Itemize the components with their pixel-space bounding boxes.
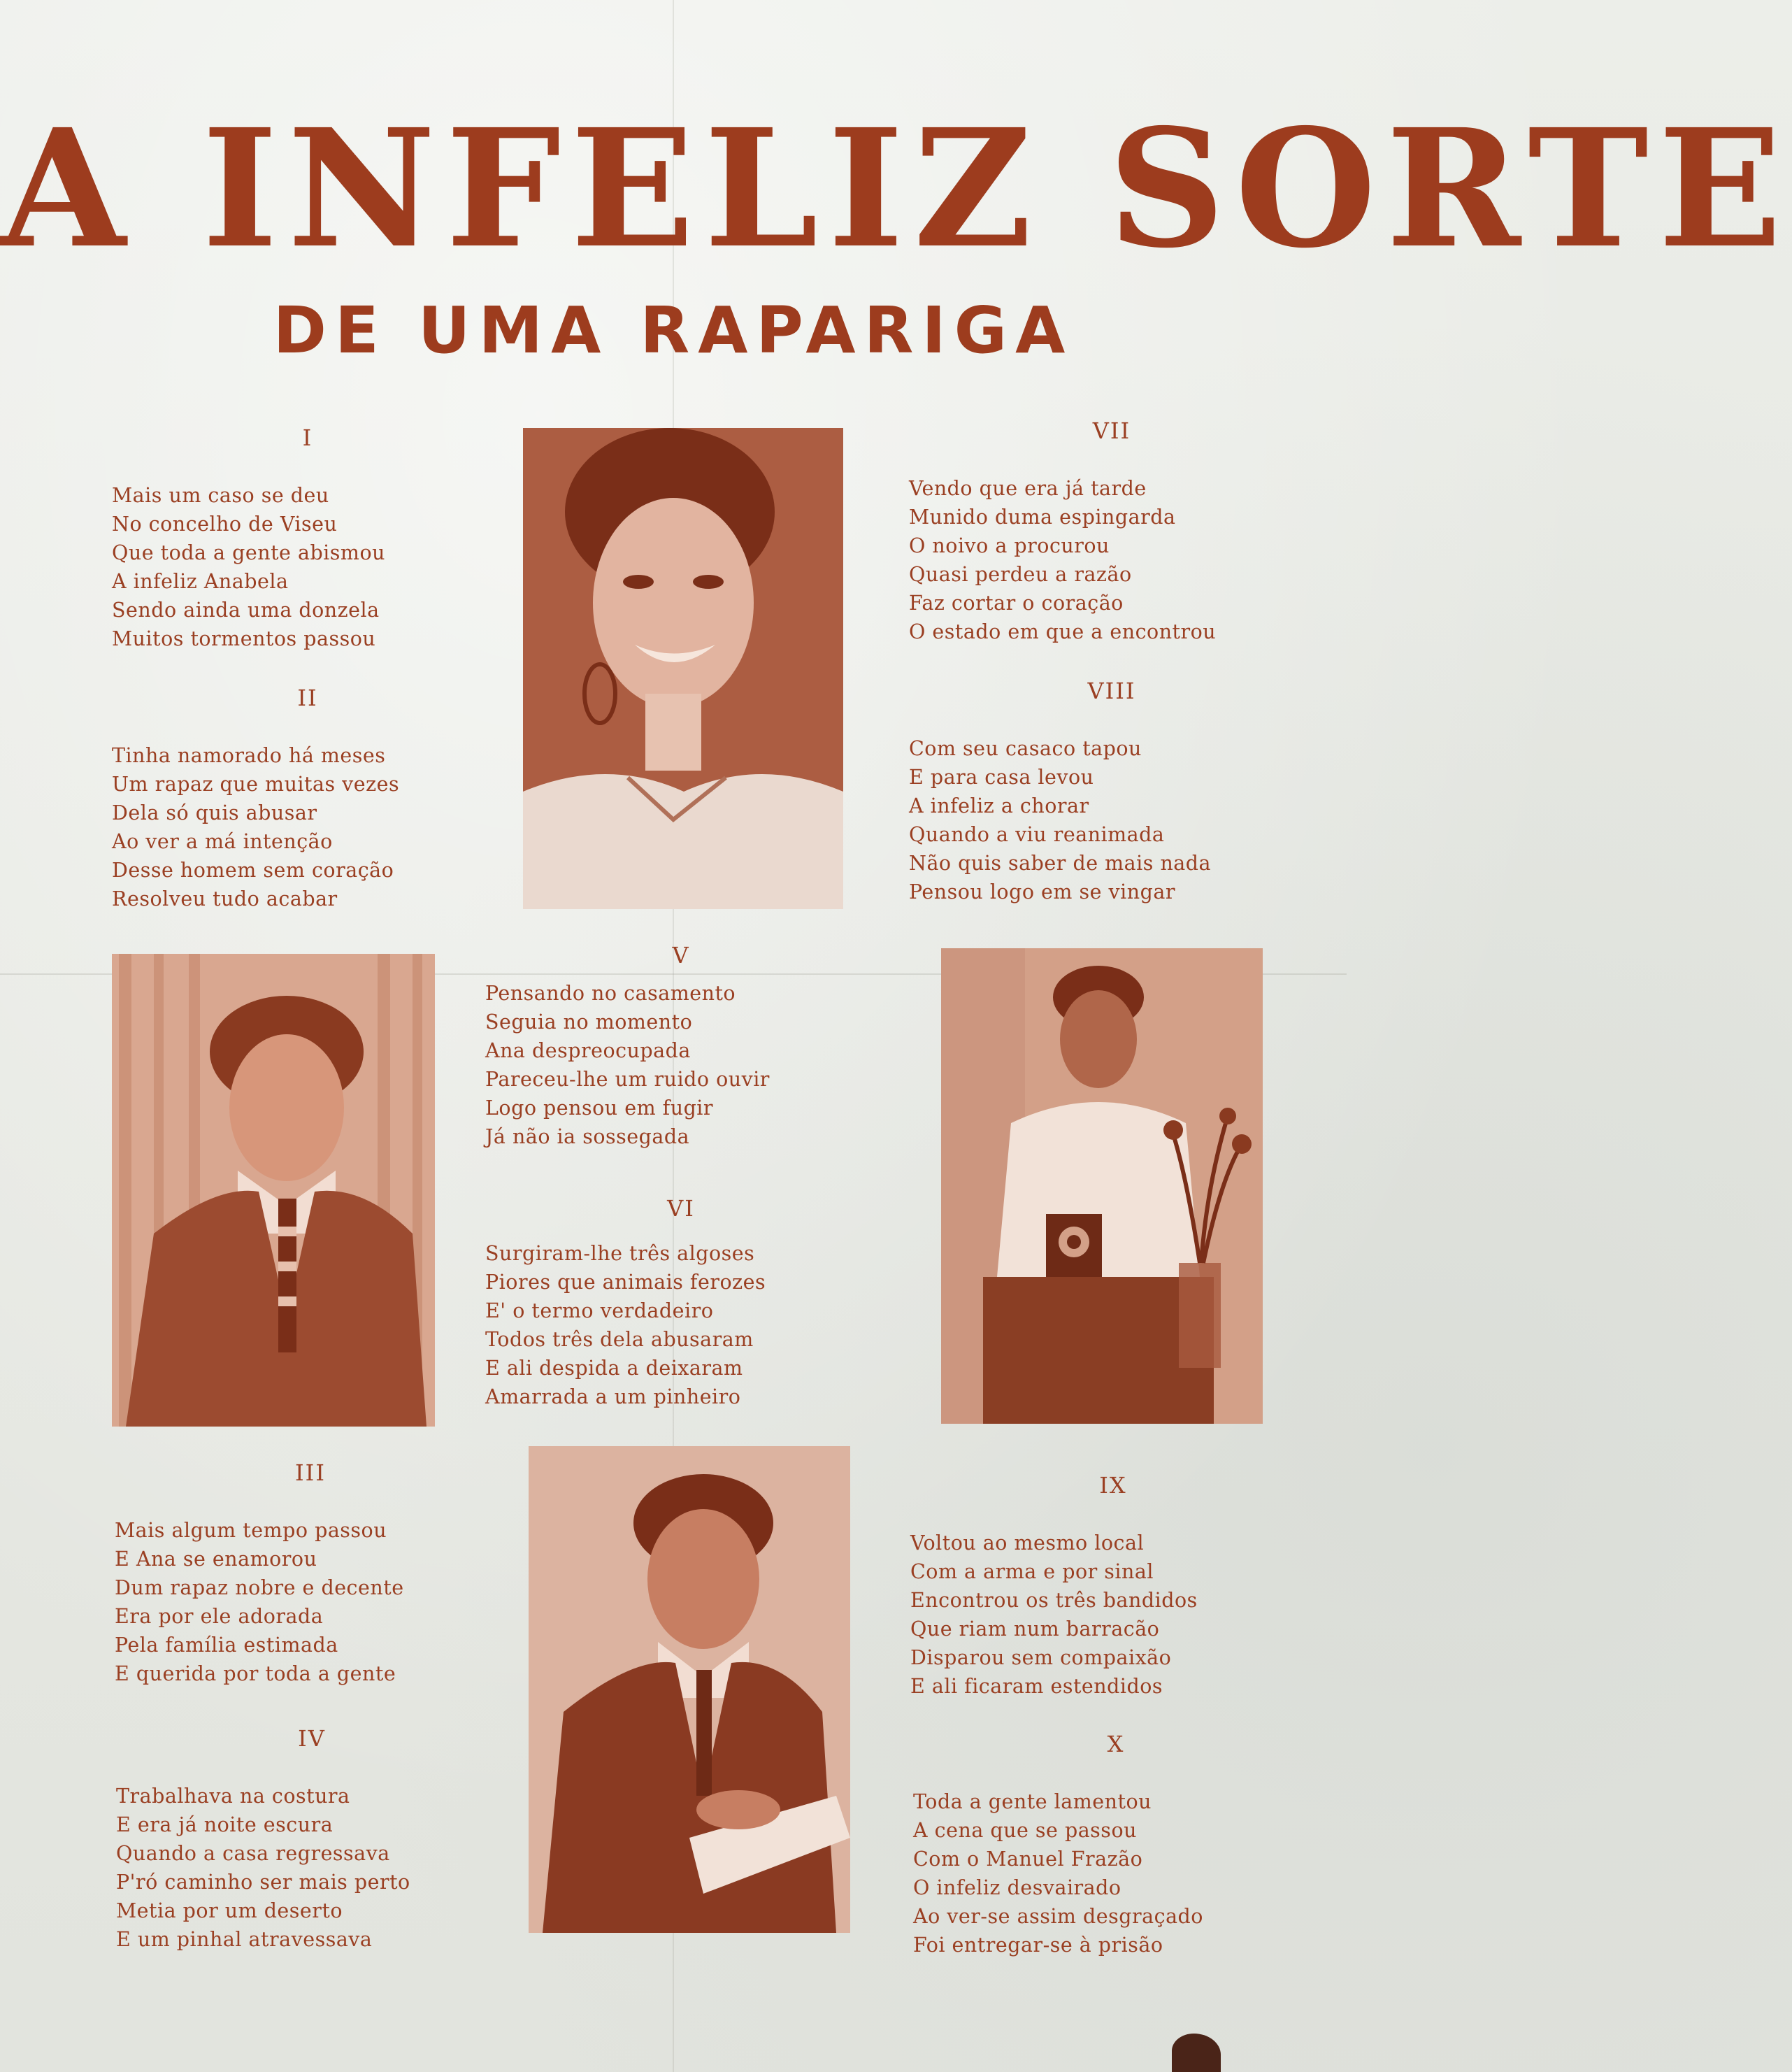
verse-line: Ao ver-se assim desgraçado (913, 1905, 1203, 1928)
photo-man-reading (529, 1446, 850, 1933)
poster-title: A INFELIZ SORTE (0, 93, 1792, 284)
stanza-6 (485, 1194, 877, 1411)
verse-line: Ao ver a má intenção (112, 830, 333, 853)
verse-line: E para casa levou (909, 766, 1094, 789)
verse-line: Foi entregar-se à prisão (913, 1934, 1163, 1957)
verse-line: Um rapaz que muitas vezes (112, 773, 400, 796)
verse-line: E querida por toda a gente (115, 1662, 396, 1685)
stanza-numeral: VI (667, 1195, 695, 1222)
verse-line: A infeliz a chorar (909, 794, 1089, 817)
photo-woman-portrait (523, 428, 843, 909)
verse-line: Metia por um deserto (116, 1899, 343, 1922)
verse-line: E um pinhal atravessava (116, 1928, 373, 1951)
verse-line: E' o termo verdadeiro (485, 1299, 714, 1322)
verse-line: Amarrada a um pinheiro (485, 1385, 741, 1408)
stanza-numeral: IV (298, 1725, 326, 1752)
verse-line: Trabalhava na costura (116, 1785, 350, 1808)
verse-line: Dum rapaz nobre e decente (115, 1576, 404, 1599)
verse-line: Mais um caso se deu (112, 484, 329, 507)
stanza-8 (909, 677, 1314, 906)
ink-stain (1172, 2034, 1221, 2072)
verse-line: E Ana se enamorou (115, 1548, 317, 1571)
verse-line: O estado em que a encontrou (909, 620, 1217, 643)
verse-line: E ali despida a deixaram (485, 1357, 743, 1380)
verse-line: Pensou logo em se vingar (909, 880, 1175, 903)
stanza-9 (910, 1471, 1316, 1701)
verse-line: Desse homem sem coração (112, 859, 394, 882)
verse-line: A cena que se passou (913, 1819, 1137, 1842)
stanza-numeral: X (1107, 1731, 1125, 1757)
verse-line: Muitos tormentos passou (112, 627, 376, 650)
verse-line: E era já noite escura (116, 1813, 334, 1836)
verse-line: P'ró caminho ser mais perto (116, 1871, 410, 1894)
verse-line: Quando a viu reanimada (909, 823, 1165, 846)
stanza-3 (115, 1459, 506, 1688)
stanza-numeral: I (302, 424, 313, 451)
verse-line: Disparou sem compaixão (910, 1646, 1172, 1669)
stanza-numeral: V (672, 942, 690, 969)
verse-line: E ali ficaram estendidos (910, 1675, 1163, 1698)
verse-line: Pareceu-lhe um ruido ouvir (485, 1068, 770, 1091)
verse-line: Pensando no casamento (485, 982, 736, 1005)
stanza-1 (112, 424, 503, 653)
verse-line: Faz cortar o coração (909, 592, 1124, 615)
stanza-numeral: VII (1092, 417, 1131, 444)
photo-man-with-camera (941, 948, 1263, 1424)
verse-line: Com a arma e por sinal (910, 1560, 1154, 1583)
verse-line: O infeliz desvairado (913, 1876, 1121, 1899)
stanza-10 (913, 1730, 1319, 1959)
stanza-4 (116, 1724, 508, 1954)
poster-subtitle: DE UMA RAPARIGA (273, 293, 1074, 368)
verse-line: Resolveu tudo acabar (112, 887, 338, 910)
verse-line: Já não ia sossegada (485, 1125, 690, 1148)
verse-line: Com o Manuel Frazão (913, 1848, 1143, 1871)
verse-line: Quando a casa regressava (116, 1842, 390, 1865)
verse-line: Ana despreocupada (485, 1039, 691, 1062)
photo-man-in-suit (112, 954, 435, 1427)
verse-line: Sendo ainda uma donzela (112, 599, 380, 622)
verse-line: No concelho de Viseu (112, 513, 338, 536)
verse-line: Munido duma espingarda (909, 506, 1176, 529)
verse-line: Seguia no momento (485, 1010, 693, 1034)
stanza-numeral: III (295, 1459, 326, 1486)
verse-line: Tinha namorado há meses (112, 744, 386, 767)
stanza-7 (909, 417, 1314, 646)
verse-line: Todos três dela abusaram (485, 1328, 754, 1351)
verse-line: Pela família estimada (115, 1634, 338, 1657)
verse-line: Era por ele adorada (115, 1605, 324, 1628)
stanza-numeral: VIII (1087, 678, 1136, 704)
verse-line: Logo pensou em fugir (485, 1096, 714, 1120)
verse-line: Quasi perdeu a razão (909, 563, 1132, 586)
verse-line: Encontrou os três bandidos (910, 1589, 1198, 1612)
verse-line: O noivo a procurou (909, 534, 1110, 557)
verse-line: Voltou ao mesmo local (910, 1531, 1145, 1555)
verse-line: Surgiram-lhe três algoses (485, 1242, 755, 1265)
stanza-5 (485, 941, 877, 1151)
stanza-2 (112, 684, 503, 913)
verse-line: Que riam num barracão (910, 1617, 1160, 1641)
verse-line: Piores que animais ferozes (485, 1271, 766, 1294)
verse-line: Não quis saber de mais nada (909, 852, 1212, 875)
verse-line: Toda a gente lamentou (913, 1790, 1152, 1813)
verse-line: Com seu casaco tapou (909, 737, 1142, 760)
stanza-numeral: II (297, 685, 318, 711)
verse-line: Que toda a gente abismou (112, 541, 385, 564)
verse-line: Dela só quis abusar (112, 801, 317, 824)
verse-line: A infeliz Anabela (112, 570, 289, 593)
verse-line: Vendo que era já tarde (909, 477, 1147, 500)
stanza-numeral: IX (1099, 1472, 1127, 1499)
verse-line: Mais algum tempo passou (115, 1519, 387, 1542)
